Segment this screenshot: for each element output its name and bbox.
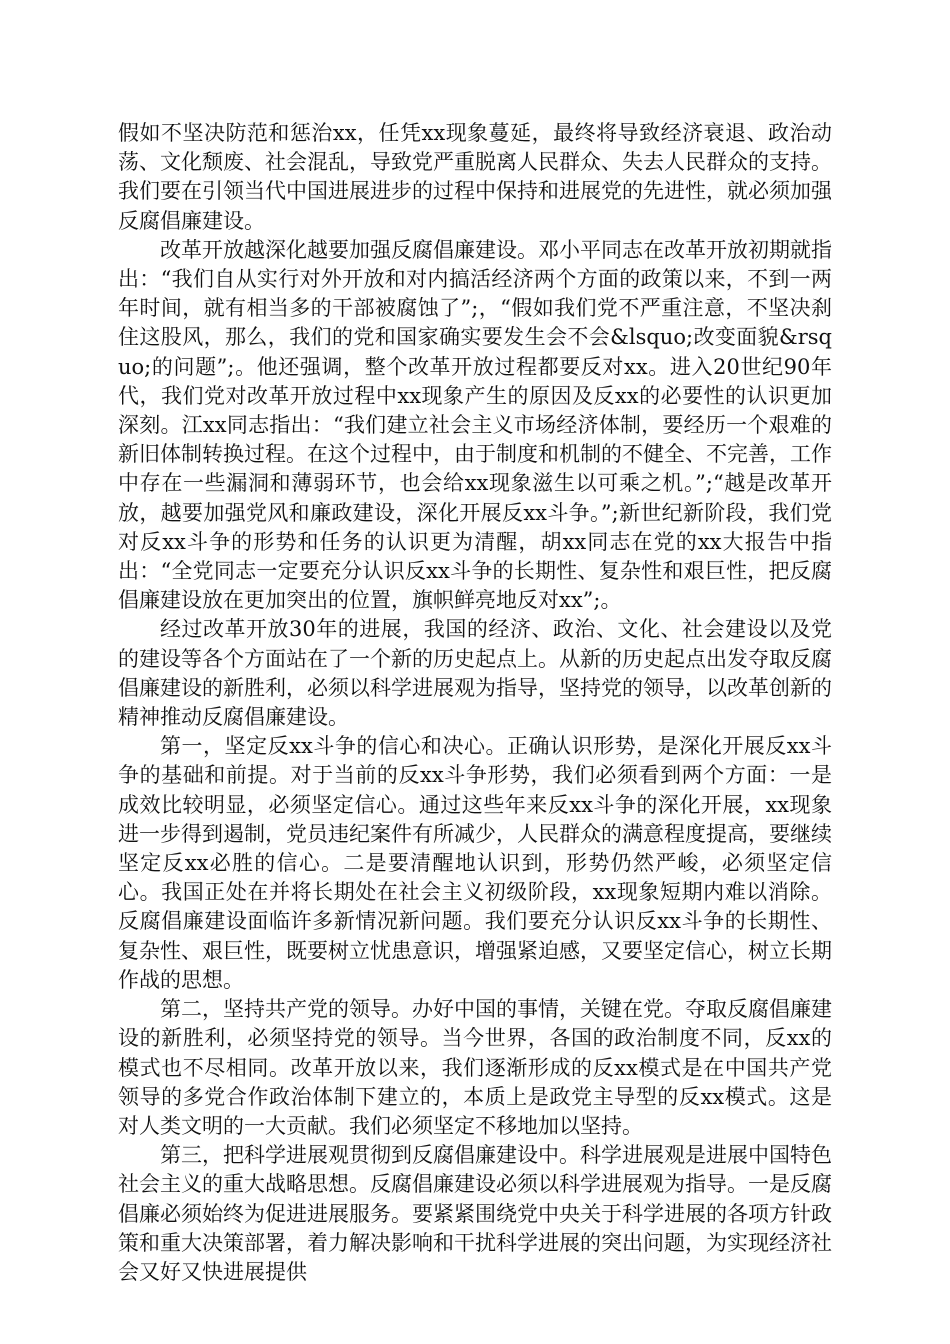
paragraph-4: 第一，坚定反xx斗争的信心和决心。正确认识形势，是深化开展反xx斗争的基础和前提。对于当前的反xx斗争形势，我们必须看到两个方面：一是成效比较明显，必须坚定信心。通过这些年来反xx斗争的深化开展，xx现象进一步得到遏制，党员违纪案件有所减少，人民群众的满意程度提高，要继续坚定反xx必胜的信心。二是要清醒地认识到，形势仍然严峻，必须坚定信心。我国正处在并将长期处在社会主义初级阶段，xx现象短期内难以消除。反腐倡廉建设面临许多新情况新问题。我们要充分认识反xx斗争的长期性、复杂性、艰巨性，既要树立忧患意识，增强紧迫感，又要坚定信心，树立长期作战的思想。 <box>118 734 832 992</box>
paragraph-2: 改革开放越深化越要加强反腐倡廉建设。邓小平同志在改革开放初期就指出：“我们自从实行对外开放和对内搞活经济两个方面的政策以来，不到一两年时间，就有相当多的干部被腐蚀了”;，“假如我们党不严重注意，不坚决刹住这股风，那么，我们的党和国家确实要发生会不会&lsquo;改变面貌&rsquo;的问题”;。他还强调，整个改革开放过程都要反对xx。进入20世纪90年代，我们党对改革开放过程中xx现象产生的原因及反xx的必要性的认识更加深刻。江xx同志指出：“我们建立社会主义市场经济体制，要经历一个艰难的新旧体制转换过程。在这个过程中，由于制度和机制的不健全、不完善，工作中存在一些漏洞和薄弱环节，也会给xx现象滋生以可乘之机。”;“越是改革开放，越要加强党风和廉政建设，深化开展反xx斗争。”;新世纪新阶段，我们党对反xx斗争的形势和任务的认识更为清醒，胡xx同志在党的xx大报告中指出：“全党同志一定要充分认识反xx斗争的长期性、复杂性和艰巨性，把反腐倡廉建设放在更加突出的位置，旗帜鲜亮地反对xx”;。 <box>118 237 832 613</box>
paragraph-5: 第二，坚持共产党的领导。办好中国的事情，关键在党。夺取反腐倡廉建设的新胜利，必须坚持党的领导。当今世界，各国的政治制度不同，反xx的模式也不尽相同。改革开放以来，我们逐渐形成的反xx模式是在中国共产党领导的多党合作政治体制下建立的，本质上是政党主导型的反xx模式。这是对人类文明的一大贡献。我们必须坚定不移地加以坚持。 <box>118 997 832 1138</box>
document-body <box>118 119 832 1287</box>
paragraph-6: 第三，把科学进展观贯彻到反腐倡廉建设中。科学进展观是进展中国特色社会主义的重大战略思想。反腐倡廉建设必须以科学进展观为指导。一是反腐倡廉必须始终为促进进展服务。要紧紧围绕党中央关于科学进展的各项方针政策和重大决策部署，着力解决影响和干扰科学进展的突出问题，为实现经济社会又好又快进展提供 <box>118 1143 832 1284</box>
paragraph-3: 经过改革开放30年的进展，我国的经济、政治、文化、社会建设以及党的建设等各个方面站在了一个新的历史起点上。从新的历史起点出发夺取反腐倡廉建设的新胜利，必须以科学进展观为指导，坚持党的领导，以改革创新的精神推动反腐倡廉建设。 <box>118 617 832 730</box>
paragraph-1: 假如不坚决防范和惩治xx，任凭xx现象蔓延，最终将导致经济衰退、政治动荡、文化颓废、社会混乱，导致党严重脱离人民群众、失去人民群众的支持。我们要在引领当代中国进展进步的过程中保持和进展党的先进性，就必须加强反腐倡廉建设。 <box>118 121 832 233</box>
